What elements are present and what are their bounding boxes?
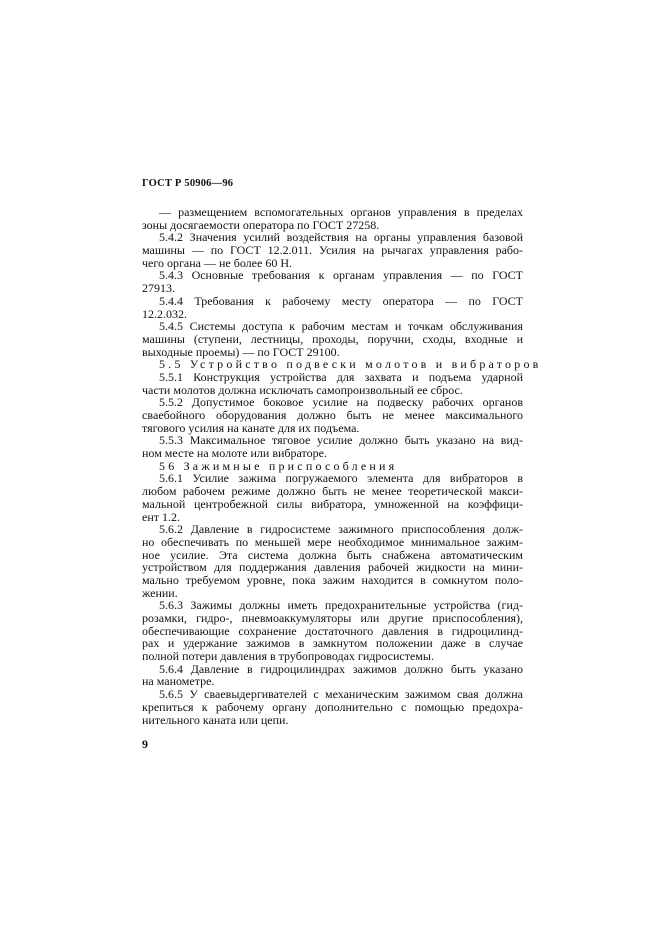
text-line: ное усилие. Эта система должна быть снабжена автоматическим bbox=[142, 547, 523, 562]
text-line: свaeбойного оборудования должно быть не менее максимального bbox=[142, 408, 523, 422]
text-line: зоны досягаемости оператора по ГОСТ 27258. bbox=[142, 217, 380, 232]
text-line: на манометре. bbox=[142, 674, 215, 689]
section-heading: 5.5 Устройство подвески молотов и вибраторов bbox=[159, 357, 542, 372]
text-line: 5.5.2 Допустимое боковое усилие на подвеску рабочих органов bbox=[159, 395, 523, 410]
text-line: 5.6.5 У сваевыдергивателей с механическим зажимом свая должна bbox=[159, 687, 523, 702]
text-line: тягового усилия на канате для их подъема. bbox=[142, 420, 360, 435]
text-line: нительного каната или цепи. bbox=[142, 712, 289, 727]
text-line: жении. bbox=[142, 585, 178, 600]
text-line: 12.2.032. bbox=[142, 306, 187, 321]
text-line: 27913. bbox=[142, 281, 175, 296]
text-line: 5.4.5 Системы доступа к рабочим местам и точкам обслуживания bbox=[159, 319, 523, 334]
document-body bbox=[142, 205, 542, 727]
page-number: 9 bbox=[142, 737, 148, 751]
section-heading: 56 Зажимные приспособления bbox=[159, 458, 398, 473]
text-line: машины — по ГОСТ 12.2.011. Усилия на рычагах управления рабо- bbox=[142, 243, 523, 258]
text-line: устройством для поддержания давления рабочей жидкости на мини- bbox=[142, 560, 523, 575]
text-line: чего органа — не более 60 Н. bbox=[142, 255, 292, 270]
document-header: ГОСТ Р 50906—96 bbox=[142, 178, 234, 189]
text-line: 5.6.1 Усилие зажима погружаемого элемента для вибраторов в bbox=[159, 471, 523, 486]
text-line: машины (ступени, лестницы, проходы, поручни, сходы, входные и bbox=[142, 331, 523, 346]
text-line: — размещением вспомогательных органов управления в пределах bbox=[159, 205, 523, 219]
text-line: но обеспечивать по меньшей мере необходимое минимальное зажим- bbox=[142, 534, 523, 549]
text-line: мально требуемом уровне, пока зажим находится в сомкнутом поло- bbox=[142, 572, 523, 587]
text-line: любом рабочем режиме должно быть не менее теоретической макси- bbox=[142, 484, 523, 499]
text-line: 5.4.2 Значения усилий воздействия на органы управления базовой bbox=[159, 230, 523, 245]
text-line: 5.6.3 Зажимы должны иметь предохранительные устройства (гид- bbox=[159, 598, 523, 613]
text-line: 5.4.3 Основные требования к органам управления — по ГОСТ bbox=[159, 268, 523, 283]
text-line: ном месте на молоте или вибраторе. bbox=[142, 446, 327, 461]
text-line: обеспечивающие сохранение достаточного давления в гидроцилинд- bbox=[142, 623, 523, 638]
text-line: 5.6.4 Давление в гидроцилиндрах зажимов должно быть указано bbox=[159, 661, 523, 676]
text-line: 5.5.1 Конструкция устройства для захвата и подъема ударной bbox=[159, 369, 523, 384]
text-line: полной потери давления в трубопроводах гидросистемы. bbox=[142, 649, 434, 664]
text-line: части молотов должна исключать самопроизвольный ее сброс. bbox=[142, 382, 463, 397]
text-line: рах и удержание зажимов в замкнутом положении даже в случае bbox=[142, 636, 523, 651]
text-line: розамки, гидро-, пневмоаккумуляторы или другие приспособления), bbox=[142, 611, 523, 625]
text-line: крепиться к рабочему органу дополнительно с помощью предохра- bbox=[142, 699, 523, 714]
text-line: 5.4.4 Требования к рабочему месту оператора — по ГОСТ bbox=[159, 293, 523, 308]
text-line: ент 1.2. bbox=[142, 509, 180, 524]
text-line: 5.6.2 Давление в гидросистеме зажимного приспособления долж- bbox=[159, 522, 523, 537]
text-line: выходные проемы) — по ГОСТ 29100. bbox=[142, 344, 340, 359]
text-line: 5.5.3 Максимальное тяговое усилие должно быть указано на вид- bbox=[159, 433, 523, 448]
text-line: мальной центробежной силы вибратора, умноженной на коэффици- bbox=[142, 496, 523, 511]
